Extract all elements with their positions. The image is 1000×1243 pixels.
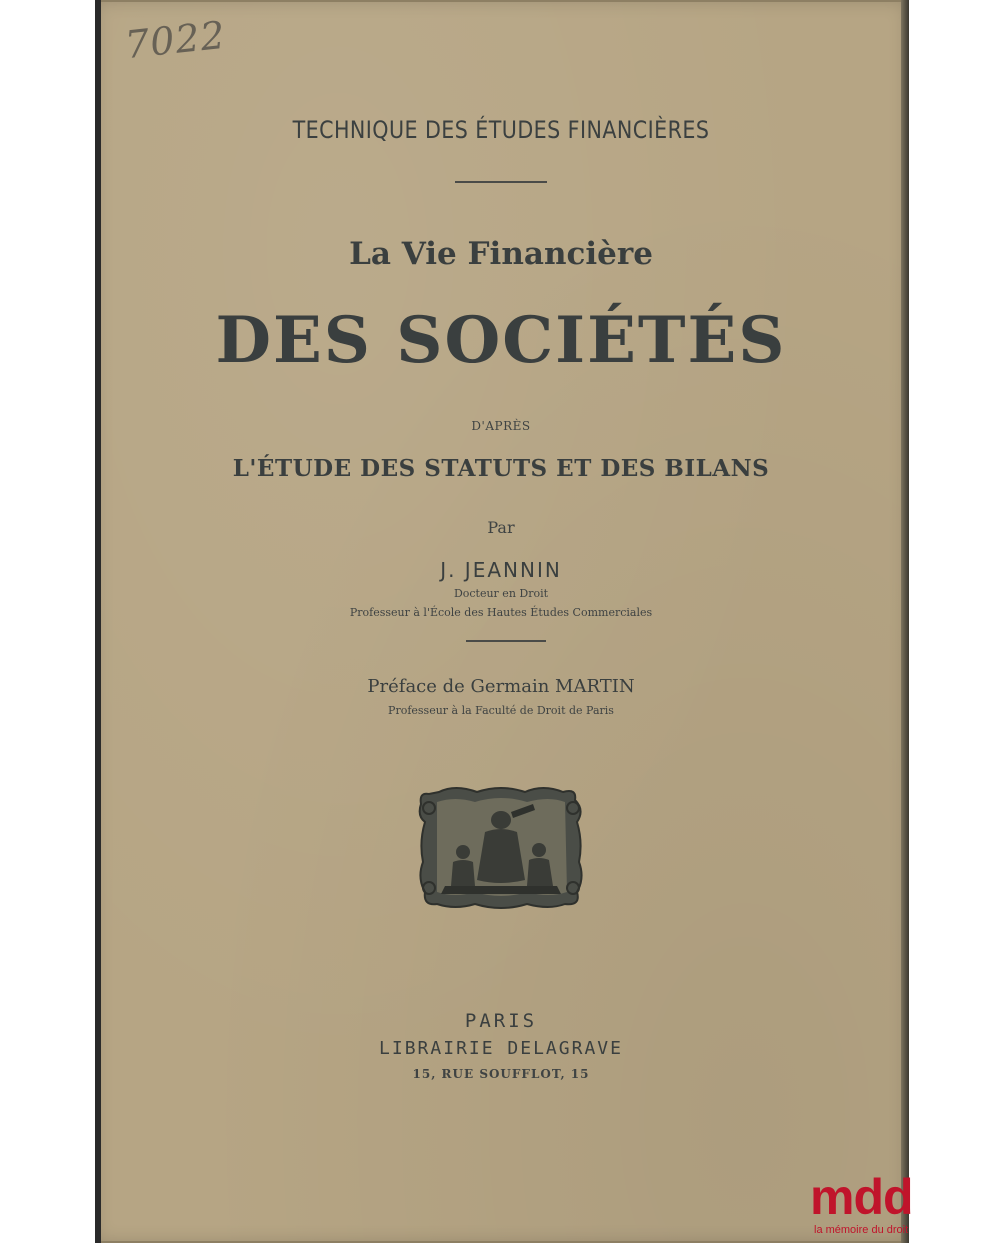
mdd-logo: mdd: [810, 1169, 913, 1225]
cover-right-edge: [901, 0, 909, 1243]
subtitle: L'ÉTUDE DES STATUTS ET DES BILANS: [232, 455, 770, 482]
preface-author-credential: Professeur à la Faculté de Droit de Paris: [388, 704, 614, 717]
series-title: TECHNIQUE DES ÉTUDES FINANCIÈRES: [292, 116, 710, 144]
printer-emblem-icon: [415, 782, 587, 914]
title-line-2: DES SOCIÉTÉS: [215, 303, 787, 378]
author-name: J. JEANNIN: [440, 558, 562, 582]
par-label: Par: [487, 518, 515, 537]
cover-left-edge: [95, 0, 101, 1243]
publication-city: PARIS: [464, 1010, 538, 1032]
site-watermark: [806, 1169, 998, 1242]
publisher-address: 15, RUE SOUFFLOT, 15: [412, 1067, 590, 1081]
mdd-tagline: la mémoire du droit: [814, 1224, 909, 1236]
author-credential-2: Professeur à l'École des Hautes Études Commerciales: [349, 606, 653, 619]
book-cover: [95, 0, 907, 1243]
divider-rule: [455, 181, 547, 183]
preface-credit: Préface de Germain MARTIN: [367, 676, 635, 697]
author-credential-1: Docteur en Droit: [453, 587, 549, 600]
publisher-name: LIBRAIRIE DELAGRAVE: [379, 1038, 623, 1059]
divider-rule: [466, 640, 546, 642]
dapres-label: D'APRÈS: [471, 419, 531, 433]
title-line-1: La Vie Financière: [349, 236, 653, 272]
handwritten-mark: 7022: [122, 12, 228, 68]
